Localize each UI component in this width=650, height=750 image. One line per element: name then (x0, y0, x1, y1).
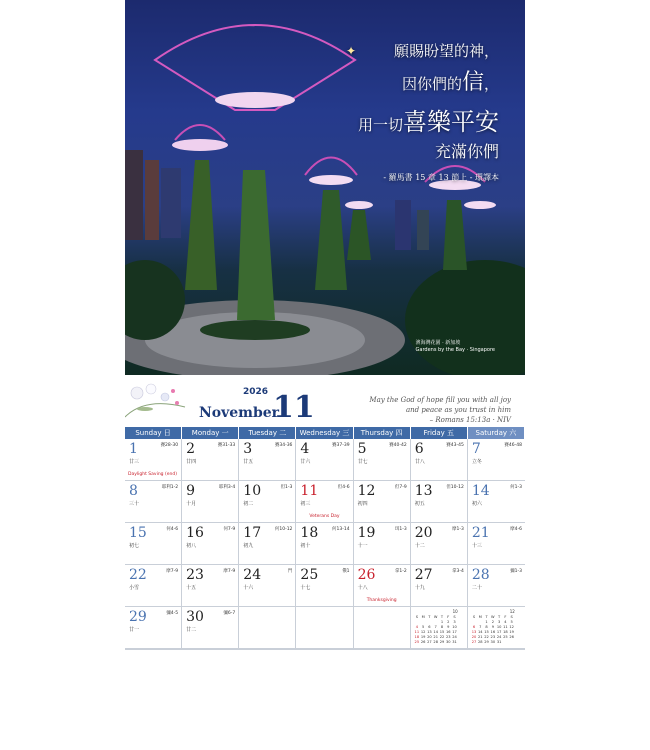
day-cell[interactable] (354, 481, 411, 523)
mini-day: 8 (440, 625, 444, 629)
mini-day: 21 (477, 635, 483, 639)
lunar-date: 十八 (357, 585, 368, 591)
lunar-date: 初六 (471, 501, 482, 507)
day-number: 20 (414, 525, 433, 541)
mini-day: 5 (510, 620, 513, 624)
reading-reference: 俄1 (342, 569, 350, 574)
mini-day: 23 (490, 635, 496, 639)
mini-day: 5 (421, 625, 425, 629)
mini-day: 24 (496, 635, 502, 639)
mini-day: 17 (452, 630, 457, 634)
reading-reference: 賽46-48 (504, 443, 522, 448)
month-header (125, 375, 525, 427)
day-cell[interactable] (468, 439, 525, 481)
day-number: 11 (300, 483, 319, 499)
mini-day: 10 (496, 625, 502, 629)
mini-day: 16 (490, 630, 496, 634)
day-cell[interactable] (182, 439, 239, 481)
mini-day: 28 (477, 640, 483, 644)
mini-day: 8 (485, 625, 488, 629)
day-number: 30 (186, 609, 204, 625)
day-cell[interactable] (182, 481, 239, 523)
mini-calendar (414, 609, 458, 644)
mini-day: 12 (509, 625, 514, 629)
day-cell[interactable] (411, 565, 468, 607)
mini-weekday: T (498, 615, 501, 619)
day-number: 26 (357, 567, 376, 583)
lunar-date: 三十 (129, 501, 140, 507)
reading-reference: 彌4-5 (166, 611, 179, 616)
day-cell[interactable] (411, 523, 468, 565)
day-cell[interactable] (296, 439, 353, 481)
reading-reference: 門 (287, 569, 293, 574)
day-number: 19 (357, 525, 376, 541)
reading-reference: 賽37-39 (331, 443, 350, 448)
sparkle-icon: ✦ (345, 44, 357, 58)
reading-reference: 但10-12 (446, 485, 464, 490)
lunar-date: 初七 (129, 543, 140, 549)
day-number: 23 (186, 567, 204, 583)
lunar-date: 廿二 (186, 627, 197, 633)
verse-line-3: 用一切喜樂平安 (357, 108, 499, 136)
day-cell[interactable] (239, 565, 296, 607)
day-cell (239, 607, 296, 649)
day-cell[interactable] (411, 439, 468, 481)
mini-day: 1 (440, 620, 444, 624)
lunar-date: 十三 (471, 543, 482, 549)
reading-reference: 賽34-36 (274, 443, 293, 448)
day-number: 5 (357, 441, 367, 457)
mini-day: 27 (427, 640, 432, 644)
mini-day: 10 (452, 625, 457, 629)
weekday-label: Saturday 六 (468, 427, 525, 439)
mini-day: 23 (445, 635, 451, 639)
mini-weekday: M (478, 615, 482, 619)
verse-line-4: 充滿你們 (434, 142, 499, 161)
lunar-date: 十九 (414, 585, 425, 591)
day-number: 2 (186, 441, 196, 457)
calendar-page (125, 0, 525, 650)
weekday-label: Friday 五 (411, 427, 468, 439)
reading-reference: 賽43-45 (446, 443, 464, 448)
calendar-grid (125, 439, 525, 650)
lunar-date: 十六 (243, 585, 254, 591)
day-cell (296, 607, 353, 649)
lunar-date: 二十 (471, 585, 482, 591)
mini-day: 14 (477, 630, 483, 634)
holiday-note: Thanksgiving (366, 598, 397, 603)
mini-day: 3 (497, 620, 501, 624)
lunar-date: 廿一 (129, 627, 140, 633)
mini-day: 18 (414, 635, 420, 639)
month-number: 11 (273, 390, 315, 425)
reading-reference: 摩7-9 (166, 569, 179, 574)
mini-day: 26 (509, 635, 514, 639)
weekday-header (125, 427, 525, 439)
mini-day: 11 (414, 630, 420, 634)
reading-reference: 賽31-33 (217, 443, 236, 448)
english-verse: May the God of hope fill you with all joy and peace as you trust in him – Romans 15:13a · NIV (369, 396, 511, 424)
mini-day: 29 (484, 640, 489, 644)
mini-calendar-title: 10 (452, 609, 458, 614)
reading-reference: 耶利3-4 (218, 485, 236, 490)
reading-reference: 但4-6 (337, 485, 350, 490)
mini-day: 13 (471, 630, 477, 634)
reading-reference: 珥1-3 (394, 527, 407, 532)
day-number: 29 (129, 609, 147, 625)
month-name: November (199, 405, 280, 421)
day-cell[interactable] (125, 523, 182, 565)
mini-day: 16 (445, 630, 451, 634)
mini-day: 27 (471, 640, 477, 644)
lunar-date: 初八 (186, 543, 197, 549)
lunar-date: 立冬 (471, 459, 482, 465)
day-number: 12 (357, 483, 376, 499)
mini-day: 6 (472, 625, 476, 629)
reading-reference: 何13-14 (331, 527, 350, 532)
lunar-date: 小雪 (129, 585, 140, 591)
reading-reference: 拿1-2 (394, 569, 407, 574)
mini-day: 15 (439, 630, 445, 634)
reading-reference: 拿3-4 (451, 569, 464, 574)
day-number: 15 (129, 525, 147, 541)
mini-day: 26 (420, 640, 426, 644)
reading-reference: 摩7-9 (223, 569, 236, 574)
day-cell[interactable] (296, 565, 353, 607)
lunar-date: 廿四 (186, 459, 197, 465)
mini-day: 25 (503, 635, 508, 639)
verse-line-2: 因你們的信， (401, 70, 499, 95)
mini-day: 9 (491, 625, 494, 629)
mini-day: 24 (452, 635, 457, 639)
mini-weekday: M (421, 615, 425, 619)
day-number: 22 (129, 567, 147, 583)
lunar-date: 廿三 (129, 459, 140, 465)
lunar-date: 十月 (186, 501, 197, 507)
mini-day: 29 (439, 640, 445, 644)
mini-weekday: F (504, 615, 507, 619)
day-cell[interactable] (125, 565, 182, 607)
day-cell (468, 607, 525, 649)
lunar-date: 初二 (243, 501, 254, 507)
mini-day: 2 (447, 620, 450, 624)
verse-line-1: 願賜盼望的神， (393, 42, 499, 60)
mini-weekday: S (415, 615, 418, 619)
mini-day: 1 (485, 620, 488, 624)
weekday-label: Tuesday 二 (239, 427, 296, 439)
mini-day: 28 (433, 640, 438, 644)
day-cell[interactable] (468, 523, 525, 565)
reading-reference: 但7-9 (394, 485, 407, 490)
mini-calendar-title: 12 (509, 609, 515, 614)
weekday-label: Wednesday 三 (296, 427, 353, 439)
mini-day: 11 (503, 625, 508, 629)
year-label: 2026 (243, 387, 269, 397)
day-cell (411, 607, 468, 649)
day-number: 27 (414, 567, 433, 583)
reading-reference: 何7-9 (223, 527, 236, 532)
day-cell[interactable] (468, 481, 525, 523)
mini-day: 3 (453, 620, 456, 624)
day-cell[interactable] (411, 481, 468, 523)
mini-day: 13 (427, 630, 432, 634)
mini-day: 15 (484, 630, 489, 634)
lunar-date: 十二 (414, 543, 425, 549)
lunar-date: 十一 (357, 543, 368, 549)
day-number: 6 (414, 441, 424, 457)
mini-day: 9 (447, 625, 450, 629)
lunar-date: 初三 (300, 501, 311, 507)
mini-day: 31 (452, 640, 457, 644)
mini-calendar (471, 609, 515, 644)
flower-decoration-icon (125, 377, 190, 425)
day-cell[interactable] (125, 607, 182, 649)
day-number: 7 (471, 441, 481, 457)
lunar-date: 廿八 (414, 459, 425, 465)
mini-weekday: W (491, 615, 495, 619)
day-cell[interactable] (468, 565, 525, 607)
mini-day: 21 (433, 635, 438, 639)
mini-day: 4 (504, 620, 507, 624)
day-number: 3 (243, 441, 253, 457)
mini-day: 12 (420, 630, 426, 634)
reading-reference: 何1-3 (510, 485, 522, 490)
mini-day: 18 (503, 630, 508, 634)
lunar-date: 初十 (300, 543, 311, 549)
holiday-note: Daylight Saving (end) (128, 472, 177, 477)
mini-weekday: T (440, 615, 444, 619)
lunar-date: 初九 (243, 543, 254, 549)
lunar-date: 初四 (357, 501, 368, 507)
mini-day: 7 (434, 625, 437, 629)
day-cell[interactable] (296, 514, 353, 565)
reading-reference: 耶利1-2 (161, 485, 179, 490)
day-number: 21 (471, 525, 490, 541)
day-number: 16 (186, 525, 204, 541)
day-number: 18 (300, 525, 319, 541)
reading-reference: 摩4-6 (510, 527, 522, 532)
mini-day: 7 (479, 625, 482, 629)
mini-day: 6 (428, 625, 431, 629)
day-cell[interactable] (182, 565, 239, 607)
verse-overlay (345, 40, 499, 183)
mini-day (509, 640, 515, 644)
mini-weekday: S (472, 615, 476, 619)
lunar-date: 初五 (414, 501, 425, 507)
day-number: 14 (471, 483, 490, 499)
day-number: 24 (243, 567, 262, 583)
mini-weekday: W (433, 615, 438, 619)
day-cell[interactable] (239, 439, 296, 481)
reading-reference: 摩1-3 (451, 527, 464, 532)
reading-reference: 何10-12 (274, 527, 293, 532)
weekday-label: Monday 一 (182, 427, 239, 439)
day-cell (354, 598, 411, 649)
mini-day: 20 (427, 635, 432, 639)
day-number: 1 (129, 441, 138, 457)
mini-weekday: T (428, 615, 431, 619)
reading-reference: 何4-6 (166, 527, 179, 532)
weekday-label: Thursday 四 (354, 427, 411, 439)
mini-day: 19 (420, 635, 426, 639)
day-number: 13 (414, 483, 433, 499)
lunar-date: 十五 (186, 585, 197, 591)
holiday-note: Veterans Day (309, 514, 340, 519)
day-cell[interactable] (354, 523, 411, 565)
reading-reference: 彌6-7 (223, 611, 236, 616)
day-number: 4 (300, 441, 310, 457)
day-cell[interactable] (125, 472, 182, 523)
day-cell[interactable] (182, 523, 239, 565)
lunar-date: 廿六 (300, 459, 311, 465)
mini-weekday: T (485, 615, 488, 619)
day-number: 17 (243, 525, 262, 541)
mini-day: 20 (471, 635, 477, 639)
reading-reference: 但1-3 (280, 485, 293, 490)
reading-reference: 彌1-3 (510, 569, 522, 574)
verse-reference: - 羅馬書 15 章 13 節上 - 環譯本 (383, 173, 499, 182)
mini-weekday: S (510, 615, 513, 619)
mini-day: 30 (490, 640, 496, 644)
lunar-date: 廿七 (357, 459, 368, 465)
lunar-date: 十七 (300, 585, 311, 591)
mini-day: 17 (496, 630, 502, 634)
day-number: 28 (471, 567, 490, 583)
mini-weekday: S (453, 615, 456, 619)
reading-reference: 賽28-30 (160, 443, 179, 448)
mini-day: 30 (445, 640, 451, 644)
mini-day: 22 (484, 635, 489, 639)
mini-day: 22 (439, 635, 445, 639)
day-cell[interactable] (354, 439, 411, 481)
day-number: 9 (186, 483, 196, 499)
day-number: 10 (243, 483, 262, 499)
mini-weekday: F (447, 615, 450, 619)
photo-caption: 濱海灣花園 · 新加坡 Gardens by the Bay · Singapore (415, 340, 495, 353)
mini-day: 2 (491, 620, 494, 624)
day-number: 8 (129, 483, 138, 499)
day-number: 25 (300, 567, 319, 583)
mini-day: 19 (509, 630, 514, 634)
day-cell[interactable] (239, 523, 296, 565)
mini-day: 14 (433, 630, 438, 634)
mini-day: 25 (414, 640, 420, 644)
day-cell[interactable] (182, 607, 239, 649)
mini-day: 4 (415, 625, 418, 629)
day-cell[interactable] (239, 481, 296, 523)
reading-reference: 賽40-42 (389, 443, 407, 448)
cover-photo (125, 0, 525, 375)
weekday-label: Sunday 日 (125, 427, 182, 439)
mini-day: 31 (496, 640, 502, 644)
lunar-date: 廿五 (243, 459, 254, 465)
